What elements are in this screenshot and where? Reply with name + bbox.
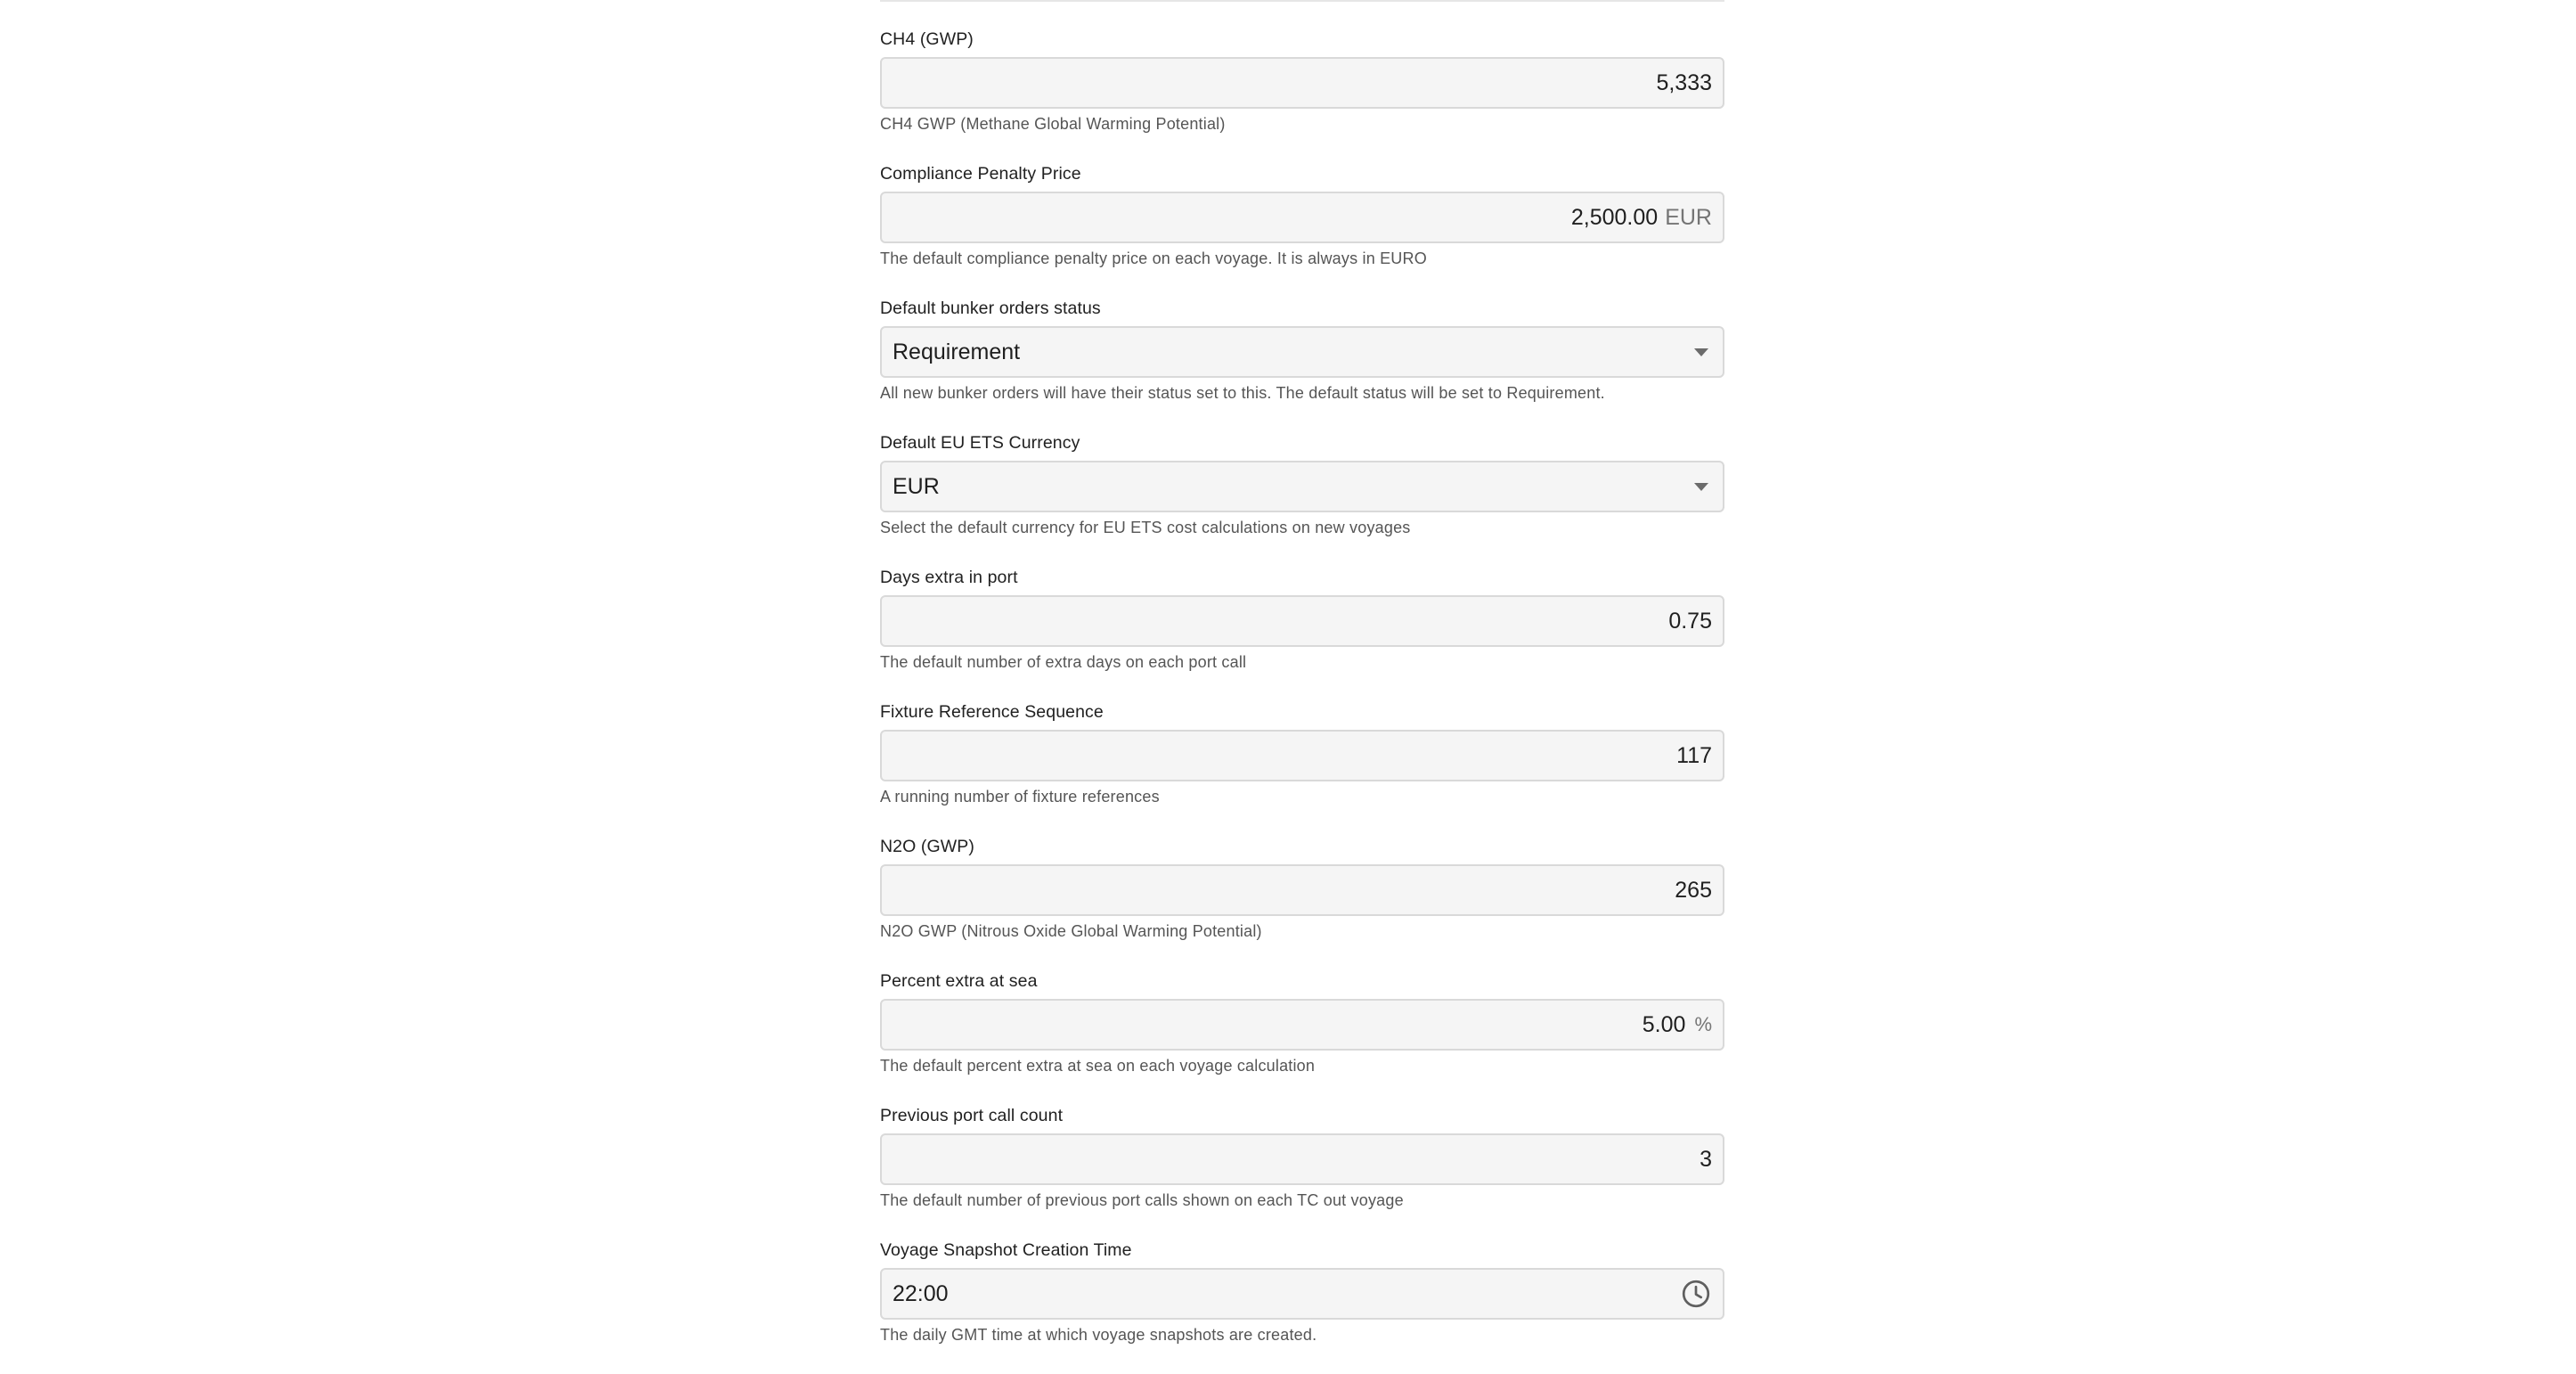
ch4-gwp-input[interactable] <box>880 57 1724 109</box>
bunker-status-field <box>880 298 1724 432</box>
n2o-gwp-value: 265 <box>1675 877 1712 903</box>
previous-port-count-value: 3 <box>1700 1146 1712 1172</box>
bunker-status-hint: All new bunker orders will have their status set to this. The default status will be set to Requirement. <box>880 384 1605 402</box>
percent-extra-sea-input[interactable] <box>880 999 1724 1051</box>
compliance-penalty-field <box>880 163 1724 298</box>
ets-currency-hint: Select the default currency for EU ETS cost calculations on new voyages <box>880 519 1411 536</box>
days-extra-label: Days extra in port <box>880 568 1018 587</box>
n2o-gwp-field <box>880 836 1724 970</box>
snapshot-time-hint: The daily GMT time at which voyage snapshots are created. <box>880 1326 1317 1344</box>
snapshot-time-label: Voyage Snapshot Creation Time <box>880 1240 1132 1260</box>
fixture-sequence-field <box>880 701 1724 836</box>
percent-extra-sea-field <box>880 970 1724 1105</box>
fixture-sequence-input[interactable] <box>880 730 1724 781</box>
percent-extra-sea-label: Percent extra at sea <box>880 971 1038 991</box>
snapshot-time-input[interactable] <box>880 1268 1724 1320</box>
currency-suffix: EUR <box>1665 204 1712 230</box>
days-extra-input[interactable] <box>880 595 1724 647</box>
compliance-penalty-hint: The default compliance penalty price on each voyage. It is always in EURO <box>880 249 1427 267</box>
ch4-gwp-hint: CH4 GWP (Methane Global Warming Potential) <box>880 115 1226 133</box>
fixture-sequence-hint: A running number of fixture references <box>880 788 1160 806</box>
ets-currency-field <box>880 432 1724 567</box>
days-extra-hint: The default number of extra days on each port call <box>880 653 1247 671</box>
days-extra-field <box>880 567 1724 701</box>
fixture-sequence-label: Fixture Reference Sequence <box>880 702 1104 722</box>
previous-port-count-input[interactable] <box>880 1133 1724 1185</box>
previous-port-count-field <box>880 1105 1724 1239</box>
ch4-gwp-value: 5,333 <box>1656 70 1712 95</box>
chevron-down-icon[interactable] <box>1694 348 1708 356</box>
clock-icon[interactable] <box>1680 1278 1712 1310</box>
ets-currency-label: Default EU ETS Currency <box>880 433 1080 453</box>
percent-extra-sea-value: 5.00 <box>1642 1011 1686 1037</box>
ch4-gwp-label: CH4 (GWP) <box>880 29 974 49</box>
n2o-gwp-label: N2O (GWP) <box>880 837 974 856</box>
compliance-penalty-input[interactable] <box>880 192 1724 243</box>
previous-port-count-label: Previous port call count <box>880 1106 1064 1125</box>
divider <box>880 0 1724 2</box>
bunker-status-select[interactable] <box>880 326 1724 378</box>
n2o-gwp-hint: N2O GWP (Nitrous Oxide Global Warming Potential) <box>880 922 1262 940</box>
chevron-down-icon[interactable] <box>1694 483 1708 491</box>
fixture-sequence-value: 117 <box>1676 742 1712 768</box>
ets-currency-value: EUR <box>893 473 940 499</box>
ch4-gwp-field <box>880 29 1724 163</box>
ets-currency-select[interactable] <box>880 461 1724 512</box>
days-extra-value: 0.75 <box>1668 608 1712 634</box>
snapshot-time-value: 22:00 <box>893 1280 949 1306</box>
previous-port-count-hint: The default number of previous port calls shown on each TC out voyage <box>880 1191 1404 1209</box>
n2o-gwp-input[interactable] <box>880 864 1724 916</box>
percent-extra-sea-hint: The default percent extra at sea on each voyage calculation <box>880 1057 1316 1075</box>
bunker-status-label: Default bunker orders status <box>880 299 1101 318</box>
percent-suffix: % <box>1694 1013 1712 1035</box>
compliance-penalty-label: Compliance Penalty Price <box>880 164 1081 184</box>
compliance-penalty-value: 2,500.00 <box>1570 204 1659 230</box>
bunker-status-value: Requirement <box>893 339 1021 364</box>
settings-form <box>880 0 1724 1374</box>
snapshot-time-field <box>880 1239 1724 1374</box>
